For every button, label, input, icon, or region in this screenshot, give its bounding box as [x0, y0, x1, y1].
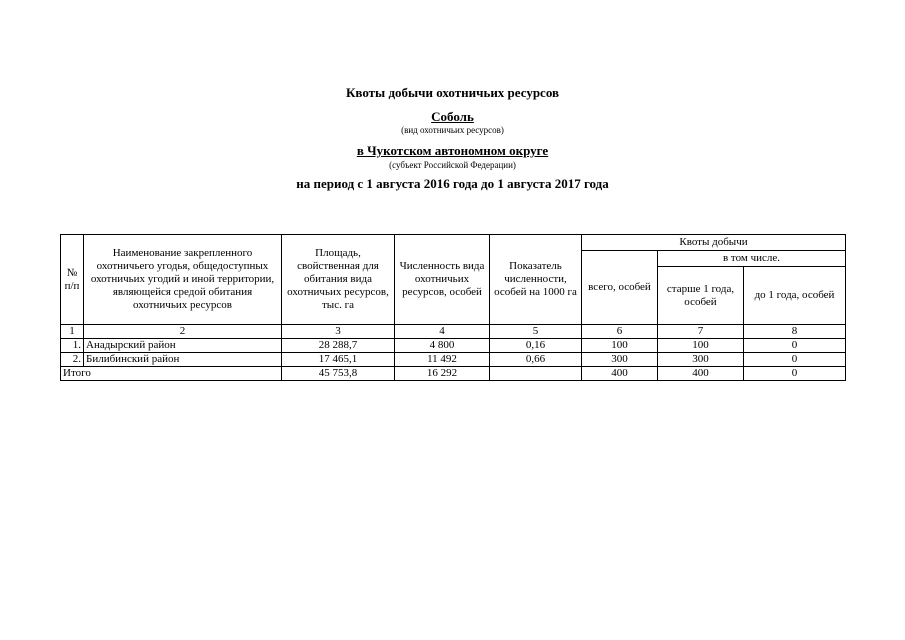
quota-table [60, 234, 846, 381]
header-indicator: Показатель численности, особей на 1000 га [490, 235, 582, 325]
column-number: 2 [84, 325, 282, 339]
header-population: Численность вида охотничьих ресурсов, особей [395, 235, 490, 325]
row-older: 100 [658, 339, 744, 353]
total-younger: 0 [744, 367, 846, 381]
row-name: Анадырский район [84, 339, 282, 353]
document-title: Квоты добычи охотничьих ресурсов [345, 85, 560, 100]
header-area: Площадь, свойственная для обитания вида охотничьих ресурсов, тыс. га [282, 235, 395, 325]
row-younger: 0 [744, 339, 846, 353]
row-younger: 0 [744, 353, 846, 367]
period-text: на период с 1 августа 2016 года до 1 августа 2017 года [296, 176, 609, 191]
row-older: 300 [658, 353, 744, 367]
total-older: 400 [658, 367, 744, 381]
column-number-row [61, 325, 846, 339]
column-number: 5 [490, 325, 582, 339]
species-name: Соболь [431, 109, 474, 124]
header-younger: до 1 года, особей [744, 267, 846, 325]
row-indicator: 0,66 [490, 353, 582, 367]
row-population: 11 492 [395, 353, 490, 367]
column-number: 6 [582, 325, 658, 339]
header-name: Наименование закрепленного охотничьего угодья, общедоступных охотничьих угодий и иной территории, являющейся средой обитания охотничьих ресурсов [84, 235, 282, 325]
row-area: 28 288,7 [282, 339, 395, 353]
column-number: 4 [395, 325, 490, 339]
table-row [61, 339, 846, 353]
column-number: 1 [61, 325, 84, 339]
column-number: 8 [744, 325, 846, 339]
row-name: Билибинский район [84, 353, 282, 367]
row-population: 4 800 [395, 339, 490, 353]
region-caption: (субъект Российской Федерации) [389, 160, 516, 170]
header-older: старше 1 года, особей [658, 267, 744, 325]
region-name: в Чукотском автономном округе [356, 143, 549, 158]
row-indicator: 0,16 [490, 339, 582, 353]
header-num: № п/п [61, 235, 84, 325]
column-number: 3 [282, 325, 395, 339]
row-area: 17 465,1 [282, 353, 395, 367]
header-total: всего, особей [582, 251, 658, 325]
total-row [61, 367, 846, 381]
total-total: 400 [582, 367, 658, 381]
header-including: в том числе. [658, 251, 846, 267]
row-total: 300 [582, 353, 658, 367]
row-num: 1. [61, 339, 84, 353]
total-area: 45 753,8 [282, 367, 395, 381]
species-caption: (вид охотничьих ресурсов) [401, 125, 504, 135]
table-row [61, 353, 846, 367]
total-population: 16 292 [395, 367, 490, 381]
row-num: 2. [61, 353, 84, 367]
header-quota: Квоты добычи [582, 235, 846, 251]
total-label: Итого [61, 367, 282, 381]
total-indicator [490, 367, 582, 381]
row-total: 100 [582, 339, 658, 353]
column-number: 7 [658, 325, 744, 339]
